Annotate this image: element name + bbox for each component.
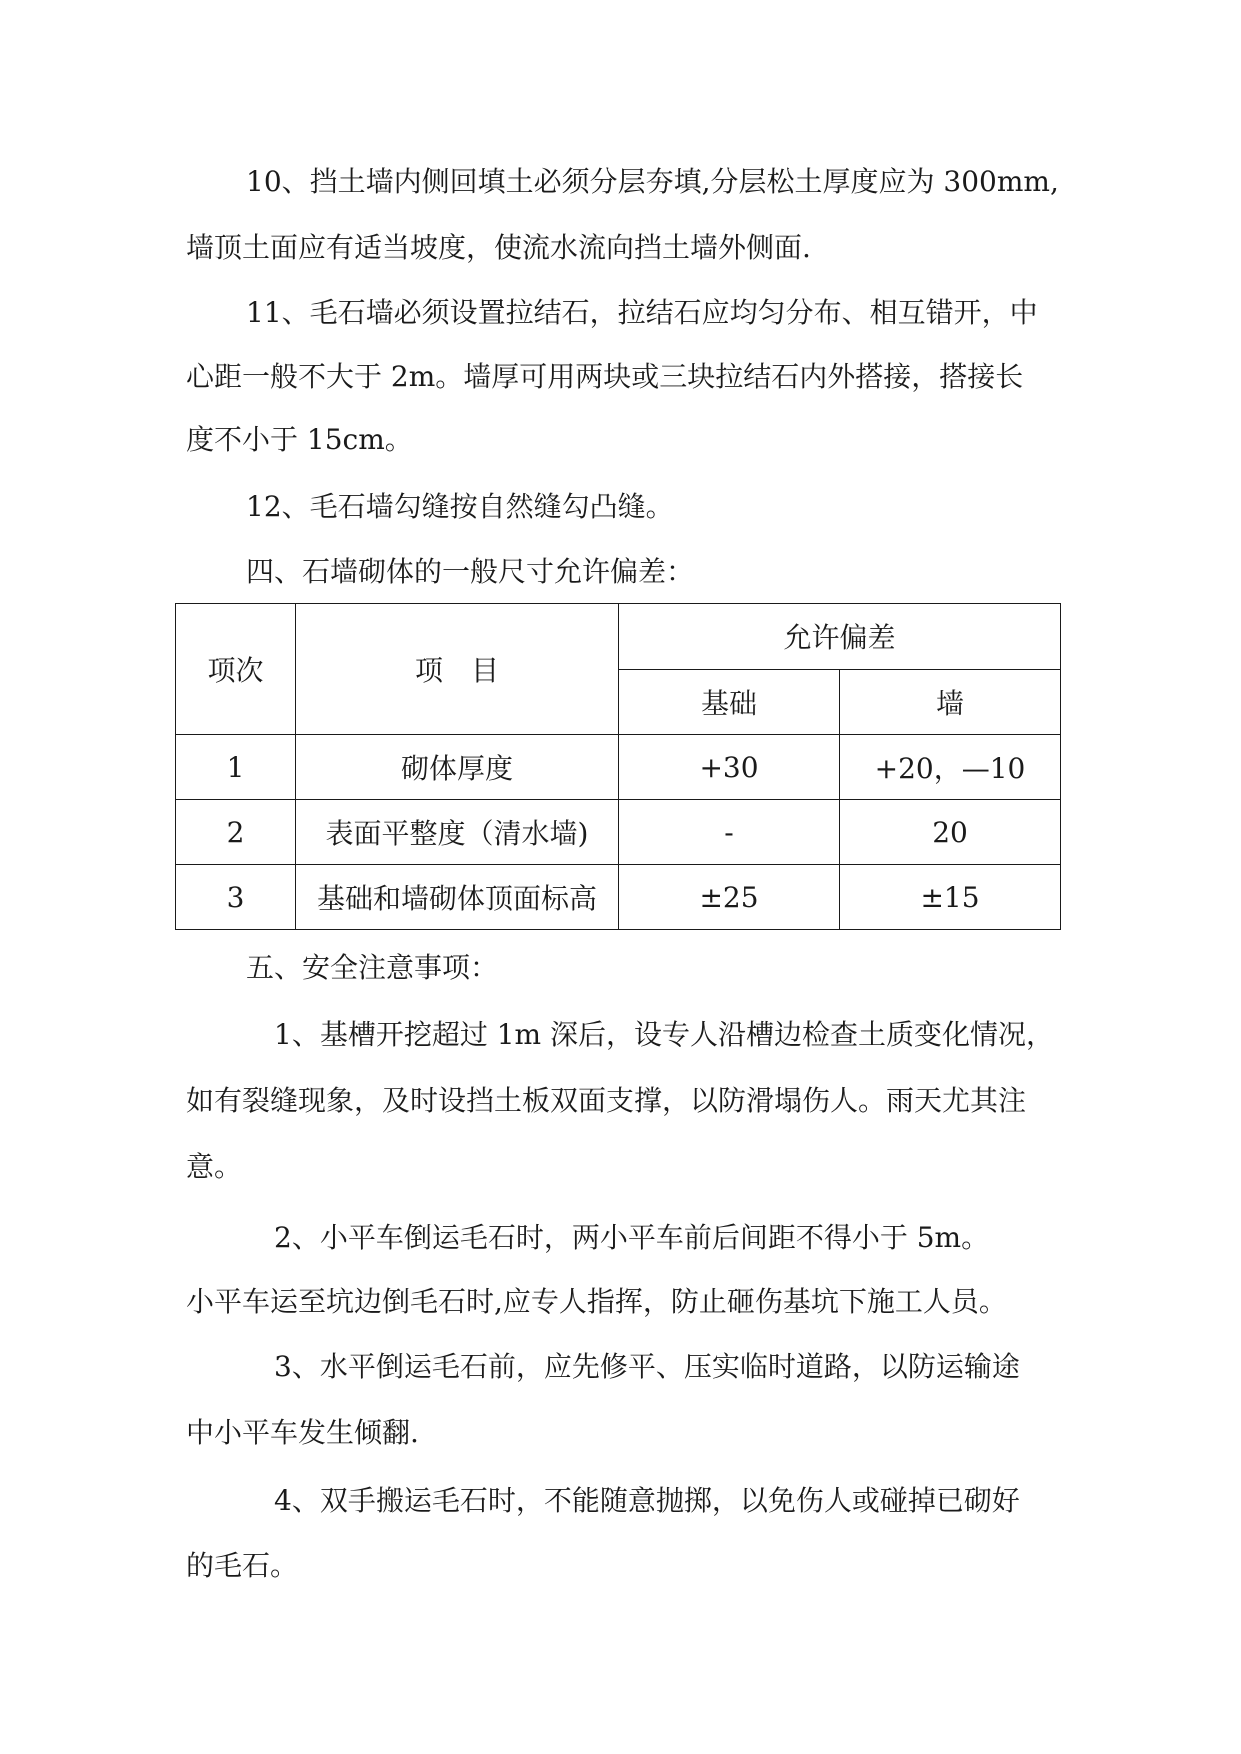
header-item-no: 项次 xyxy=(176,604,296,735)
paragraph-11-line-3: 度不小于 15cm。 xyxy=(186,423,413,456)
cell-wall: +20，—10 xyxy=(840,735,1061,800)
cell-foundation: ±25 xyxy=(619,865,840,930)
paragraph-12: 12、毛石墙勾缝按自然缝勾凸缝。 xyxy=(246,490,674,523)
safety-1-line-3: 意。 xyxy=(186,1150,243,1183)
safety-3-line-2: 中小平车发生倾翻. xyxy=(186,1416,419,1449)
cell-no: 3 xyxy=(176,865,296,930)
safety-4-line-1: 4、双手搬运毛石时，不能随意抛掷，以免伤人或碰掉已砌好 xyxy=(274,1484,1020,1517)
safety-4-line-2: 的毛石。 xyxy=(186,1549,299,1582)
header-allowed-deviation: 允许偏差 xyxy=(619,604,1061,670)
cell-foundation: - xyxy=(619,800,840,865)
table-row xyxy=(176,735,1061,800)
safety-2-line-1: 2、小平车倒运毛石时，两小平车前后间距不得小于 5m。 xyxy=(274,1221,990,1254)
cell-no: 1 xyxy=(176,735,296,800)
cell-wall: ±15 xyxy=(840,865,1061,930)
table-row xyxy=(176,865,1061,930)
header-foundation: 基础 xyxy=(619,669,840,735)
header-item-name: 项 目 xyxy=(296,604,619,735)
cell-item: 砌体厚度 xyxy=(296,735,619,800)
section-4-heading: 四、石墙砌体的一般尺寸允许偏差： xyxy=(246,555,695,588)
cell-foundation: +30 xyxy=(619,735,840,800)
safety-2-line-2: 小平车运至坑边倒毛石时,应专人指挥，防止砸伤基坑下施工人员。 xyxy=(186,1285,1007,1318)
safety-1-line-1: 1、基槽开挖超过 1m 深后，设专人沿槽边检查土质变化情况， xyxy=(274,1018,1054,1051)
table-row xyxy=(176,800,1061,865)
safety-1-line-2: 如有裂缝现象，及时设挡土板双面支撑，以防滑塌伤人。雨天尤其注 xyxy=(186,1084,1027,1117)
cell-item: 基础和墙砌体顶面标高 xyxy=(296,865,619,930)
paragraph-10-line-1: 10、挡土墙内侧回填土必须分层夯填,分层松土厚度应为 300mm, xyxy=(246,165,1059,198)
cell-no: 2 xyxy=(176,800,296,865)
paragraph-11-line-1: 11、毛石墙必须设置拉结石，拉结石应均匀分布、相互错开，中 xyxy=(246,296,1038,329)
deviation-table xyxy=(175,603,1061,930)
paragraph-11-line-2: 心距一般不大于 2m。墙厚可用两块或三块拉结石内外搭接，搭接长 xyxy=(186,360,1024,393)
section-5-heading: 五、安全注意事项： xyxy=(246,951,499,984)
cell-item: 表面平整度（清水墙) xyxy=(296,800,619,865)
paragraph-10-line-2: 墙顶土面应有适当坡度，使流水流向挡土墙外侧面. xyxy=(186,231,811,264)
cell-wall: 20 xyxy=(840,800,1061,865)
header-wall: 墙 xyxy=(840,669,1061,735)
safety-3-line-1: 3、水平倒运毛石前，应先修平、压实临时道路，以防运输途 xyxy=(274,1350,1020,1383)
table-header-row xyxy=(176,604,1061,670)
